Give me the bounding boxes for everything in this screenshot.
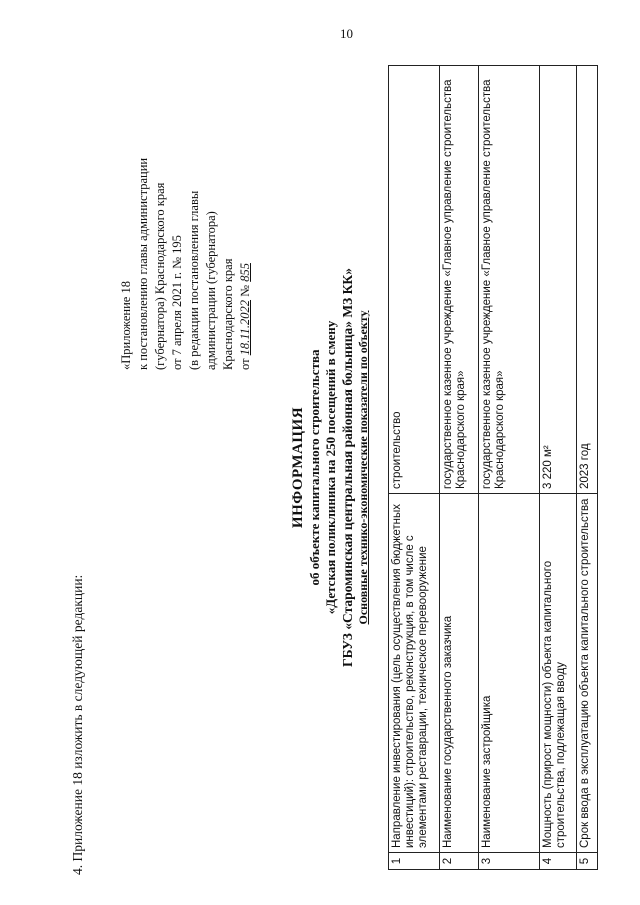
- row-number: 1: [389, 853, 440, 870]
- row-name: Срок ввода в эксплуатацию объекта капитального строительства: [577, 494, 598, 853]
- annex-line: от 7 апреля 2021 г. № 195: [170, 235, 184, 370]
- annex-line: Краснодарского края: [221, 258, 235, 370]
- document-heading: ИНФОРМАЦИЯ: [290, 406, 306, 529]
- row-value: строительство: [389, 66, 440, 494]
- row-number: 3: [479, 853, 540, 870]
- table-row: [479, 66, 540, 870]
- table-row: [389, 66, 440, 870]
- row-value: 3 220 м²: [540, 66, 577, 494]
- row-name: Наименование застройщика: [479, 494, 540, 853]
- table-row: [540, 66, 577, 870]
- table-row: [440, 66, 479, 870]
- row-name: Наименование государственного заказчика: [440, 494, 479, 853]
- annex-line: администрации (губернатора): [204, 211, 218, 370]
- row-number: 2: [440, 853, 479, 870]
- indicators-table: [388, 65, 598, 870]
- annex-line: (губернатора) Краснодарского края: [153, 182, 167, 370]
- title-line: «Детская поликлиника на 250 посещений в смену: [323, 320, 338, 615]
- annex-date-line: [237, 50, 254, 370]
- handwritten-number: 855: [238, 263, 252, 282]
- annex-no-label: №: [238, 284, 252, 297]
- title-block: [290, 60, 371, 875]
- row-number: 4: [540, 853, 577, 870]
- annex-line: (в редакции постановления главы: [187, 190, 201, 370]
- row-name: Направление инвестирования (цель осуществления бюджетных инвестиций): строительство, реконструкция, в том числе с элементами реставрации, техническое перевооружение: [389, 494, 440, 853]
- table-subtitle: Основные технико-экономические показатели по объекту: [356, 310, 370, 625]
- title-line: об объекте капитального строительства: [307, 349, 322, 586]
- handwritten-date: 18.11.2022: [238, 299, 252, 356]
- title-line: ГБУЗ «Староминская центральная районная больница» МЗ КК»: [340, 268, 355, 667]
- row-number: 5: [577, 853, 598, 870]
- table-row: [577, 66, 598, 870]
- intro-text: 4. Приложение 18 изложить в следующей редакции:: [70, 574, 85, 875]
- row-value: 2023 год: [577, 66, 598, 494]
- page-number: 10: [340, 26, 353, 41]
- annex-line: к постановлению главы администрации: [136, 157, 150, 370]
- annex-line: «Приложение 18: [119, 281, 133, 370]
- row-value: государственное казенное учреждение «Главное управление строительства Краснодарского края»: [440, 66, 479, 494]
- rotated-content: [70, 60, 630, 875]
- row-name: Мощность (прирост мощности) объекта капитального строительства, подлежащая вводу: [540, 494, 577, 853]
- row-value: государственное казенное учреждение «Главное управление строительства Краснодарского края»: [479, 66, 540, 494]
- annex-ot-label: от: [238, 358, 252, 370]
- annex-header: [118, 50, 254, 370]
